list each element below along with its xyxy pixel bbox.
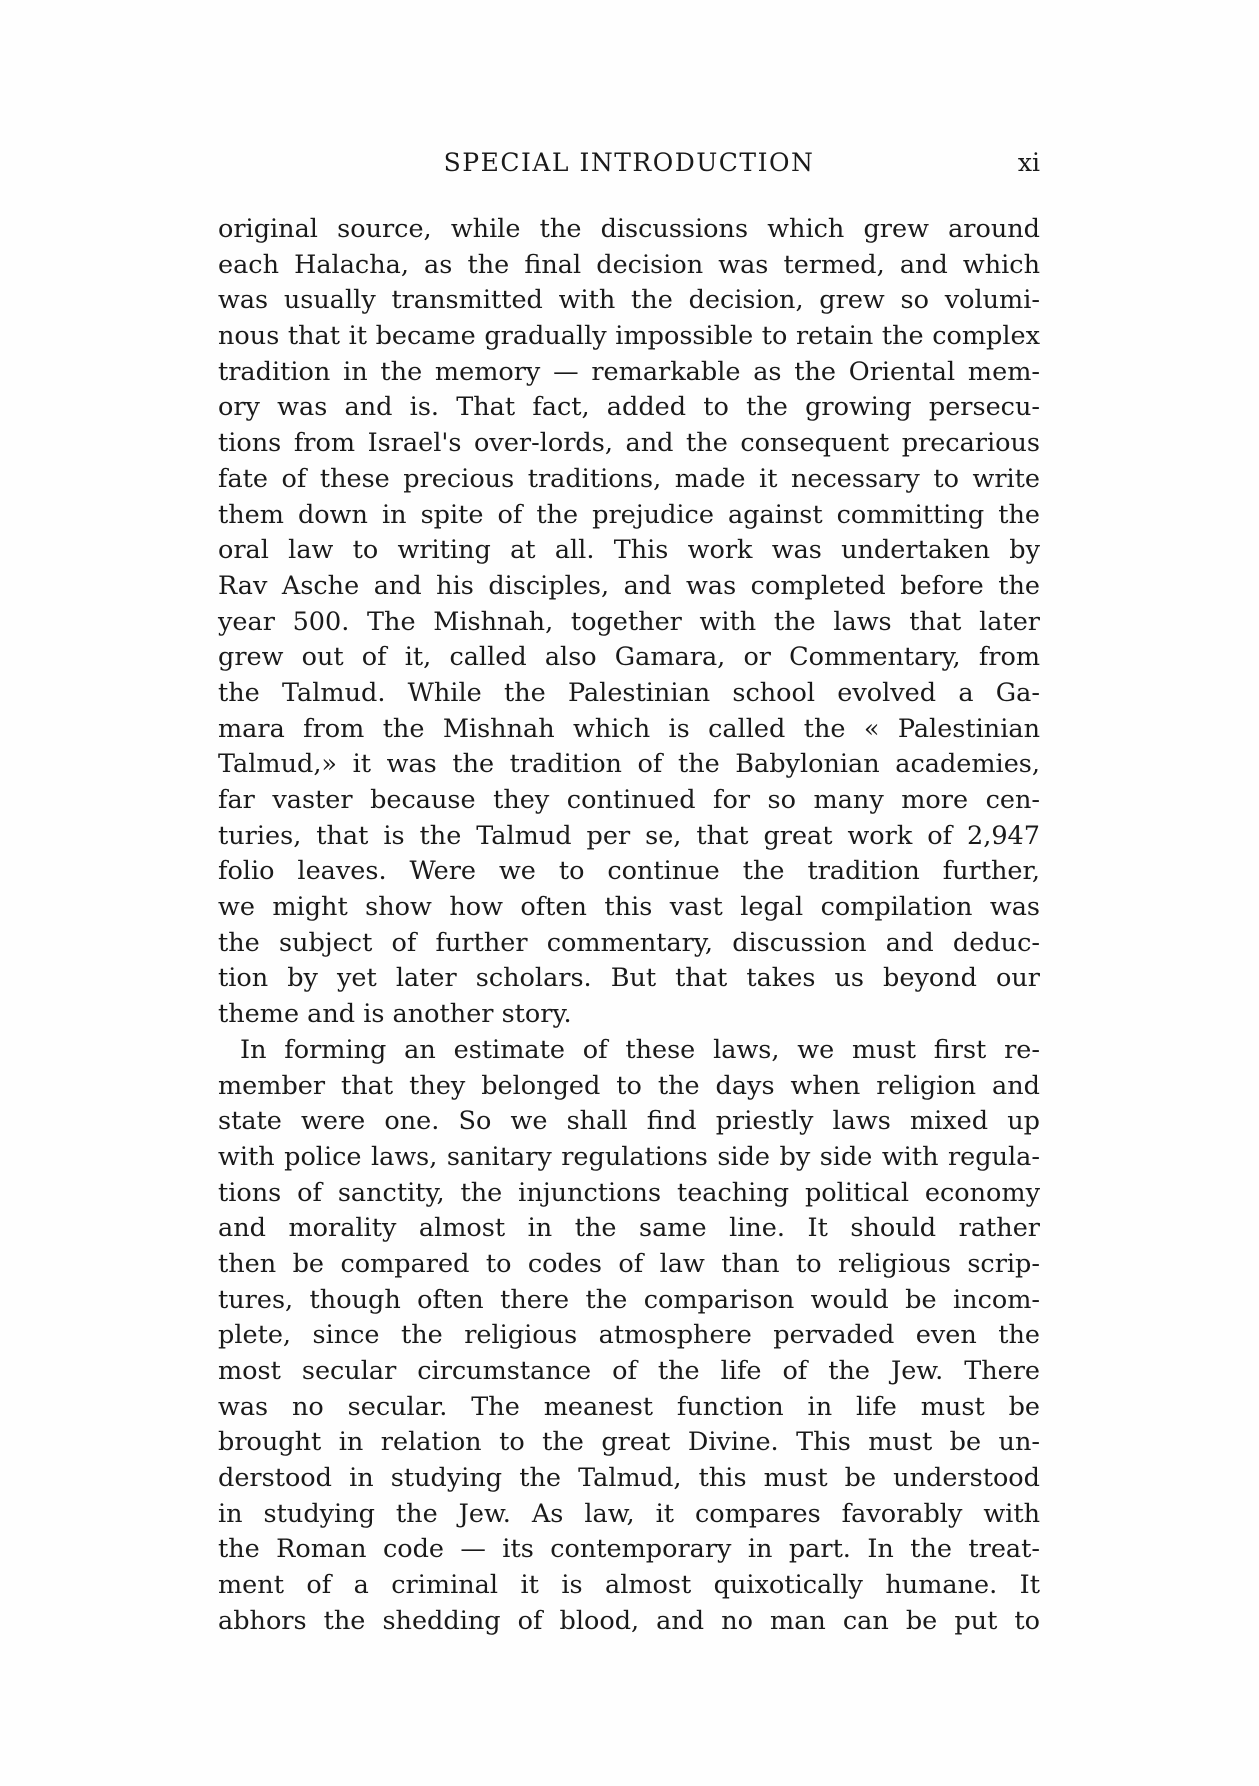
text-line: year 500. The Mishnah, together with the laws that later [218,606,1040,637]
text-line: theme and is another story. [218,999,572,1030]
text-line: turies, that is the Talmud per se, that great work of 2,947 [218,820,1040,851]
text-line: brought in relation to the great Divine. This must be un- [218,1427,1040,1458]
page-number: xi [1017,148,1040,177]
running-head [218,145,1040,181]
text-line: tradition in the memory — remarkable as the Oriental mem- [218,356,1040,387]
text-line: we might show how often this vast legal compilation was [218,892,1040,923]
text-line: was no secular. The meanest function in life must be [218,1391,1040,1422]
text-line: the Talmud. While the Palestinian school evolved a Ga- [218,677,1040,708]
paragraph-1 [218,212,1040,1033]
text-line: folio leaves. Were we to continue the tradition further, [218,856,1040,887]
text-line: most secular circumstance of the life of the Jew. There [218,1356,1040,1386]
paragraph-2 [218,1033,1040,1640]
running-title: SPECIAL INTRODUCTION [443,148,815,177]
text-line: grew out of it, called also Gamara, or Commentary, from [218,642,1040,673]
text-line: Rav Asche and his disciples, and was completed before the [218,570,1040,601]
text-line: was usually transmitted with the decision, grew so volumi- [218,285,1040,316]
text-line: tion by yet later scholars. But that takes us beyond our [218,963,1040,994]
text-line: with police laws, sanitary regulations side by side with regula- [218,1141,1040,1172]
text-line: oral law to writing at all. This work was undertaken by [218,535,1040,566]
text-line: each Halacha, as the final decision was termed, and which [218,249,1040,280]
text-line: Talmud,» it was the tradition of the Babylonian academies, [218,749,1040,780]
body-text [218,212,1040,1640]
text-line: ory was and is. That fact, added to the growing persecu- [218,392,1040,423]
text-line: original source, while the discussions which grew around [218,214,1040,244]
text-line: plete, since the religious atmosphere pervaded even the [218,1320,1040,1351]
text-line: then be compared to codes of law than to religious scrip- [218,1248,1040,1279]
text-line: and morality almost in the same line. It should rather [218,1213,1040,1244]
text-line: tions from Israel's over-lords, and the consequent precarious [218,428,1040,459]
text-line: in studying the Jew. As law, it compares favorably with [218,1498,1040,1529]
text-line: In forming an estimate of these laws, we must first re- [240,1034,1040,1065]
text-line: mara from the Mishnah which is called the « Palestinian [218,713,1040,744]
text-line: fate of these precious traditions, made it necessary to write [218,463,1040,494]
text-line: tures, though often there the comparison would be incom- [218,1284,1040,1315]
text-line: nous that it became gradually impossible to retain the complex [218,321,1040,352]
text-line: tions of sanctity, the injunctions teaching political economy [218,1177,1040,1208]
text-line: far vaster because they continued for so many more cen- [218,785,1040,815]
text-line: abhors the shedding of blood, and no man can be put to [218,1605,1040,1636]
text-line: derstood in studying the Talmud, this must be understood [218,1463,1040,1494]
text-line: the subject of further commentary, discussion and deduc- [218,927,1040,958]
text-line: ment of a criminal it is almost quixotically humane. It [218,1570,1040,1601]
text-line: the Roman code — its contemporary in part. In the treat- [218,1534,1040,1565]
text-line: state were one. So we shall find priestly laws mixed up [218,1106,1040,1137]
text-line: them down in spite of the prejudice against committing the [218,499,1040,530]
text-line: member that they belonged to the days when religion and [218,1070,1040,1101]
